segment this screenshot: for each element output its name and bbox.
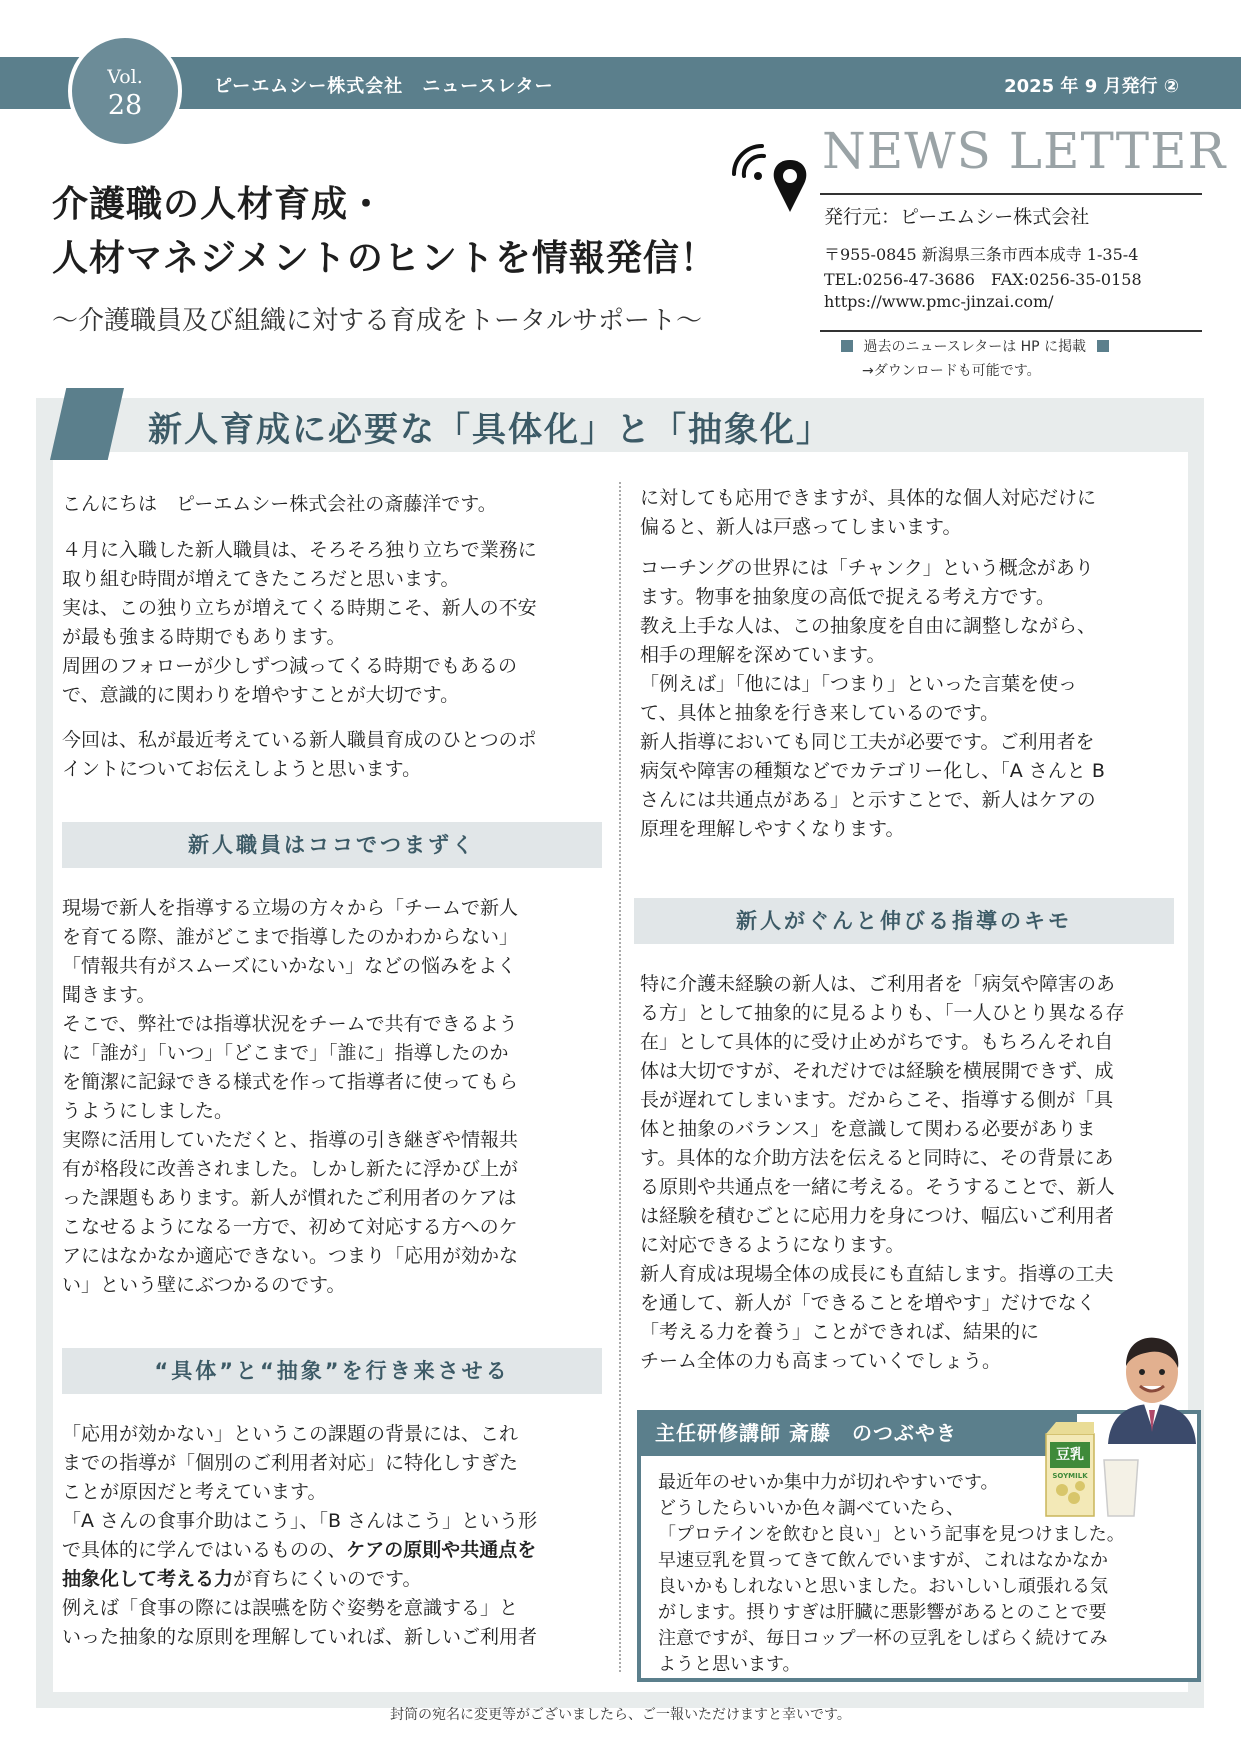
- text-line: チーム全体の力も高まっていくでしょう。: [640, 1350, 1002, 1372]
- text-line: 教え上手な人は、この抽象度を自由に調整しながら、: [640, 615, 1097, 637]
- text-line: 病気や障害の種類などでカテゴリー化し、「A さんと B: [640, 760, 1105, 782]
- text-span: で具体的に学んではいるものの、: [62, 1539, 347, 1561]
- text-line: ようと思います。: [658, 1654, 801, 1675]
- company-newsletter-label: ピーエムシー株式会社 ニュースレター: [214, 76, 554, 97]
- text-line: を簡潔に記録できる様式を作って指導者に使ってもら: [62, 1071, 519, 1093]
- bold-text: ケアの原則や共通点を: [346, 1539, 537, 1561]
- trainer-column-title: 主任研修講師 斎藤 のつぶやき: [637, 1410, 1077, 1456]
- wifi-signal-icon: [728, 138, 818, 220]
- page-subtitle: 〜介護職員及び組織に対する育成をトータルサポート〜: [52, 306, 703, 336]
- text-line: 早速豆乳を買ってきて飲んでいますが、これはなかなか: [658, 1550, 1108, 1571]
- text-line: どうしたらいいか色々調べていたら、: [658, 1498, 964, 1519]
- text-line: に対しても応用できますが、具体的な個人対応だけに: [640, 487, 1097, 509]
- column-divider: [619, 482, 621, 1672]
- body-lines: [62, 1420, 607, 1536]
- text-line: そこで、弊社では指導状況をチームで共有できるよう: [62, 1013, 518, 1035]
- volume-number: 28: [107, 90, 143, 121]
- text-line: 良いかもしれないと思いました。おいしいし頑張れる気: [658, 1576, 1108, 1597]
- text-line: 相手の理解を深めています。: [640, 644, 886, 666]
- newsletter-heading: NEWS LETTER: [822, 122, 1227, 180]
- text-line: 「プロテインを飲むと良い」という記事を見つけました。: [658, 1524, 1125, 1545]
- text-line: 「例えば」「他には」「つまり」といった言葉を使っ: [640, 673, 1078, 695]
- intro-paragraph: [62, 726, 607, 784]
- text-line: 周囲のフォローが少しずつ減ってくる時期でもあるの: [62, 655, 518, 677]
- soymilk-carton-icon: [1040, 1420, 1150, 1520]
- text-line: 例えば「食事の際には誤嚥を防ぐ姿勢を意識する」と: [62, 1597, 519, 1619]
- text-line: ことが原因だと考えています。: [62, 1481, 327, 1503]
- text-line: を育てる際、誰がどこまで指導したのかわからない」: [62, 926, 519, 948]
- publisher-line: 発行元：ピーエムシー株式会社: [824, 206, 1090, 228]
- text-line: 「考える力を養う」ことができれば、結果的に: [640, 1321, 1040, 1343]
- archive-note-text: 過去のニュースレターは HP に掲載: [863, 339, 1087, 355]
- footer-note: 封筒の宛名に変更等がございましたら、ご一報いただけますと幸いです。: [390, 1707, 851, 1723]
- intro-greeting: こんにちは ピーエムシー株式会社の斎藤洋です。: [62, 493, 497, 515]
- text-line: 「応用が効かない」というこの課題の背景には、これ: [62, 1423, 519, 1445]
- text-line: る方」として抽象的に見るよりも、「一人ひとり異なる存: [640, 1002, 1125, 1024]
- text-line: 新人育成は現場全体の成長にも直結します。指導の工夫: [640, 1263, 1114, 1285]
- volume-label: Vol.: [107, 66, 143, 88]
- soymilk-label: 豆乳: [1056, 1447, 1084, 1463]
- text-line: 今回は、私が最近考えている新人職員育成のひとつのポ: [62, 729, 537, 751]
- text-line: 最近年のせいか集中力が切れやすいです。: [658, 1472, 999, 1493]
- text-line: が最も強まる時期でもあります。: [62, 626, 346, 648]
- text-line: 体は大切ですが、それだけでは経験を横展開できず、成: [640, 1060, 1114, 1082]
- text-line: ４月に入職した新人職員は、そろそろ独り立ちで業務に: [62, 539, 537, 561]
- body-line-mixed: [62, 1536, 607, 1565]
- website-url[interactable]: https://www.pmc-jinzai.com/: [824, 292, 1054, 311]
- text-line: い」という壁にぶつかるのです。: [62, 1274, 346, 1296]
- archive-note: [841, 336, 1109, 356]
- text-line: いった抽象的な原則を理解していれば、新しいご利用者: [62, 1626, 538, 1648]
- text-line: がします。摂りすぎは肝臓に悪影響があるとのことで要: [658, 1602, 1107, 1623]
- square-bullet-icon: [841, 340, 853, 352]
- text-line: る原則や共通点を一緒に考える。そうすることで、新人: [640, 1176, 1115, 1198]
- text-line: 新人指導においても同じ工夫が必要です。ご利用者を: [640, 731, 1095, 753]
- text-line: 有が格段に改善されました。しかし新たに浮かび上が: [62, 1158, 519, 1180]
- text-line: 特に介護未経験の新人は、ご利用者を「病気や障害のあ: [640, 973, 1116, 995]
- text-line: で、意識的に関わりを増やすことが大切です。: [62, 684, 460, 706]
- text-span: が育ちにくいのです。: [233, 1568, 422, 1590]
- page-title: [52, 178, 717, 286]
- soymilk-sublabel: SOYMILK: [1052, 1472, 1088, 1480]
- body-line-mixed: [62, 1565, 607, 1594]
- text-line: った課題もあります。新人が慣れたご利用者のケアは: [62, 1187, 517, 1209]
- text-line: 原理を理解しやすくなります。: [640, 818, 905, 840]
- text-line: を通して、新人が「できることを増やす」だけでなく: [640, 1292, 1096, 1314]
- issue-date: 2025 年 9 月発行 ②: [1004, 76, 1179, 97]
- title-line-1: 介護職の人材育成・: [52, 184, 386, 225]
- square-bullet-icon: [1097, 340, 1109, 352]
- text-line: 実は、この独り立ちが増えてくる時期こそ、新人の不安: [62, 597, 537, 619]
- text-line: 聞きます。: [62, 984, 156, 1006]
- address: 〒955-0845 新潟県三条市西本成寺 1-35-4: [824, 245, 1139, 264]
- text-line: す。具体的な介助方法を伝えると同時に、その背景にあ: [640, 1147, 1114, 1169]
- text-line: 長が遅れてしまいます。だからこそ、指導する側が「具: [640, 1089, 1114, 1111]
- text-line: までの指導が「個別のご利用者対応」に特化しすぎた: [62, 1452, 519, 1474]
- text-line: 「A さんの食事介助はこう」、「B さんはこう」という形: [62, 1510, 538, 1532]
- text-line: ます。物事を抽象度の高低で捉える考え方です。: [640, 586, 1055, 608]
- text-line: イントについてお伝えしようと思います。: [62, 758, 422, 780]
- text-line: に「誰が」「いつ」「どこまで」「誰に」指導したのか: [62, 1042, 509, 1064]
- soymilk-illustration: [1040, 1420, 1150, 1520]
- body-paragraph: [640, 970, 1190, 1376]
- intro-paragraph: [62, 536, 607, 710]
- divider: [820, 193, 1202, 195]
- text-line: 体と抽象のバランス」を意識して関わる必要がありま: [640, 1118, 1096, 1140]
- subheading-key-points: 新人がぐんと伸びる指導のキモ: [634, 898, 1174, 944]
- body-paragraph: [640, 554, 1185, 844]
- text-line: アにはなかなか適応できない。つまり「応用が効かな: [62, 1245, 519, 1267]
- text-line: 実際に活用していただくと、指導の引き継ぎや情報共: [62, 1129, 519, 1151]
- body-lines: [62, 1594, 607, 1652]
- signal-location-graphic: [728, 138, 818, 220]
- subheading-stumble: 新人職員はココでつまずく: [62, 822, 602, 868]
- text-line: は経験を積むごとに応用力を身につけ、幅広いご利用者: [640, 1205, 1114, 1227]
- divider: [820, 330, 1202, 332]
- archive-download-note: →ダウンロードも可能です。: [862, 363, 1041, 379]
- text-line: 現場で新人を指導する立場の方々から「チームで新人: [62, 897, 519, 919]
- subheading-concrete-abstract: “具体”と“抽象”を行き来させる: [62, 1348, 602, 1394]
- bold-text: 抽象化して考える力: [62, 1568, 234, 1590]
- text-line: 偏ると、新人は戸惑ってしまいます。: [640, 516, 962, 538]
- location-pin-icon: [774, 160, 807, 212]
- body-paragraph: [62, 894, 607, 1300]
- volume-badge: [68, 34, 182, 148]
- section-title: 新人育成に必要な「具体化」と「抽象化」: [148, 410, 832, 450]
- text-line: に対応できるようになります。: [640, 1234, 905, 1256]
- text-line: 注意ですが、毎日コップ一杯の豆乳をしばらく続けてみ: [658, 1628, 1108, 1649]
- text-line: こなせるようになる一方で、初めて対応する方へのケ: [62, 1216, 518, 1238]
- title-line-2: 人材マネジメントのヒントを情報発信！: [52, 238, 717, 279]
- body-paragraph: [62, 1420, 607, 1652]
- body-paragraph: [640, 484, 1185, 542]
- text-line: さんには共通点がある」と示すことで、新人はケアの: [640, 789, 1096, 811]
- text-line: 取り組む時間が増えてきたころだと思います。: [62, 568, 460, 590]
- text-line: コーチングの世界には「チャンク」という概念があり: [640, 557, 1094, 579]
- text-line: 「情報共有がスムーズにいかない」などの悩みをよく: [62, 955, 517, 977]
- tel-fax: TEL:0256-47-3686 FAX:0256-35-0158: [824, 270, 1142, 289]
- text-line: 在」として具体的に受け止めがちです。もちろんそれ自: [640, 1031, 1114, 1053]
- text-line: て、具体と抽象を行き来しているのです。: [640, 702, 1000, 724]
- text-line: うようにしました。: [62, 1100, 234, 1122]
